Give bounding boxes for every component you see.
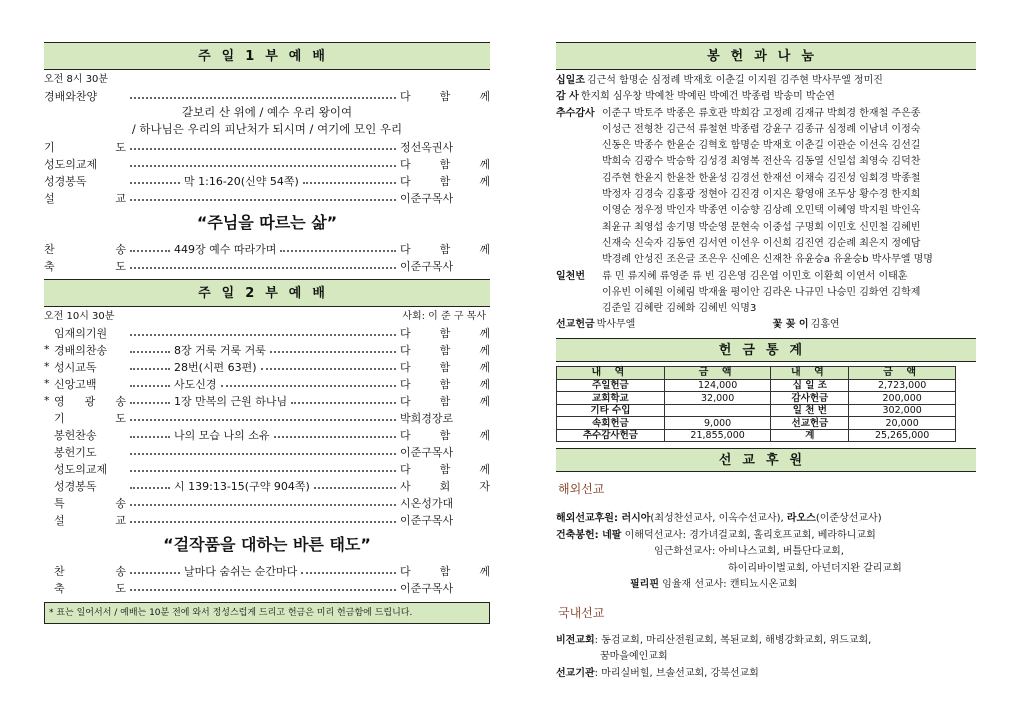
- order-title: 경배의찬송: [54, 343, 108, 357]
- service2-title: 주일2부예배: [44, 279, 490, 307]
- harvest-line: 최윤규 최영섭 송기명 박순영 문현숙 이중섭 구명회 이민호 신민철 김혜빈: [602, 221, 921, 233]
- overseas-head: 해외선교: [558, 482, 605, 497]
- stats-row: [557, 417, 956, 430]
- stats-cell: 302,000: [849, 404, 956, 417]
- domestic-list: [556, 633, 976, 683]
- order-person: 이준구목사: [400, 445, 454, 459]
- stats-cell: 32,000: [664, 392, 771, 405]
- domestic-line: [556, 649, 976, 666]
- order2-hymn: 찬 송 날마다 숨쉬는 순간마다 다 함 께: [54, 564, 490, 578]
- harvest-line: 이준구 박토주 박종은 류호관 박희감 고정례 김재규 박희경 한재철 주은종: [602, 107, 921, 119]
- order-title: 임재의기원: [54, 326, 108, 340]
- order-title: 설 교: [54, 513, 126, 527]
- order-person: 박희경장로: [400, 411, 454, 425]
- order-title: 성경봉독: [54, 479, 97, 493]
- order-prayer: 기 도 정선옥권사: [44, 140, 454, 154]
- order-title: 신앙고백: [54, 377, 97, 391]
- order-mark: *: [44, 343, 50, 356]
- stats-cell: 21,855,000: [664, 429, 771, 442]
- mission-text: (최성찬선교사, 이옥수선교사),: [650, 513, 787, 525]
- mission-label: 라오스: [786, 513, 816, 525]
- mission-label: 필리핀: [630, 579, 659, 591]
- order-person: 다 함 께: [400, 360, 490, 374]
- order-detail: 나의 모습 나의 소유: [174, 428, 270, 442]
- order-title: 봉헌찬송: [54, 428, 97, 442]
- mission-text: 하이리바이벌교회, 아넌더지완 갈리교회: [728, 562, 902, 574]
- stats-cell: 감사헌금: [771, 392, 849, 405]
- harvest-line: 신재숙 신숙자 김동연 김서연 이선우 이신희 김진연 김순례 최은지 정예담: [602, 237, 921, 249]
- mission-label: 해외선교후원: 러시아: [556, 513, 651, 525]
- stats-cell: 주일헌금: [557, 379, 665, 392]
- order-person: 다 함 께: [400, 462, 490, 476]
- order2-item: [44, 392, 490, 409]
- order-person: 시온성가대: [400, 496, 454, 510]
- missions-title: 선교후원: [556, 448, 976, 472]
- harvest-line: 신동은 박종수 한윤순 김혁호 함명순 박재호 이춘길 이관순 이선옥 김선길: [602, 140, 921, 152]
- stats-row: [557, 379, 956, 392]
- order-person: 다 함 께: [400, 428, 490, 442]
- stats-cell: 선교헌금: [771, 417, 849, 430]
- stats-row: [557, 392, 956, 405]
- stats-cell: 추수감사헌금: [557, 429, 665, 442]
- moderator: 사회: 이 준 구 목사: [402, 311, 486, 322]
- mission-text: 임근화선교사: 아비나스교회, 버틀단다교회,: [654, 546, 844, 558]
- order-mark: *: [44, 394, 50, 407]
- order-detail: 시 139:13-15(구약 904쪽): [174, 479, 310, 493]
- mission-text: : 동검교회, 마리산전원교회, 복된교회, 해병강화교회, 위드교회,: [594, 634, 872, 646]
- order-mark: *: [44, 377, 50, 390]
- stats-cell: 2,723,000: [849, 379, 956, 392]
- mission-text: (이준상선교사): [815, 513, 882, 525]
- offering-title: 봉헌과나눔: [556, 42, 976, 70]
- order2-item: [44, 409, 490, 426]
- weekly-line: 김준일 김혜란 김혜화 김혜빈 익명3: [602, 303, 757, 315]
- left-column: [44, 42, 490, 624]
- mission-text: : 마리실버힐, 브솔선교회, 강북선교회: [594, 667, 759, 679]
- stats-cell: 교회학교: [557, 392, 665, 405]
- order-benediction: 축 도 이준구목사: [44, 259, 454, 273]
- stats-row: [557, 429, 956, 442]
- overseas-list: [556, 511, 976, 594]
- overseas-line: [556, 528, 976, 545]
- stats-header: 내 역: [557, 366, 665, 379]
- stats-cell: [664, 404, 771, 417]
- service1-title: 주일1부예배: [44, 42, 490, 70]
- footer-note: * 표는 일어서서 / 예배는 10분 전에 와서 정성스럽게 드리고 헌금은 미리 헌금함에 드립니다.: [44, 602, 490, 624]
- order2-item: [44, 358, 490, 375]
- stats-cell: 속회헌금: [557, 417, 665, 430]
- order-person: 다 함 께: [400, 377, 490, 391]
- overseas-line: [556, 577, 976, 594]
- sermon-title-2: “걸작품을 대하는 바른 태도”: [163, 535, 371, 554]
- lyric-line-1: 갈보리 산 위에 / 예수 우리 왕이여: [181, 105, 353, 119]
- offering-stats-table: [556, 366, 956, 443]
- stats-cell: 일 천 번: [771, 404, 849, 417]
- order-fellowship: 성도의교제 다 함 께: [44, 157, 490, 171]
- stats-header: 내 역: [771, 366, 849, 379]
- domestic-line: [556, 666, 976, 683]
- mission-text: 꿈마을예인교회: [600, 651, 668, 663]
- mission-flower-row: 선교헌금 박사무엘 꽃 꽂 이 김홍연: [556, 319, 840, 331]
- mission-label: 비전교회: [556, 634, 595, 646]
- overseas-line: [556, 561, 976, 578]
- mission-text: 이해덕선교사: 경가녀걸교회, 홀리호프교회, 베라하니교회: [621, 529, 876, 541]
- stats-header: 금 액: [849, 366, 956, 379]
- stats-cell: 계: [771, 429, 849, 442]
- order-title: 성도의교제: [54, 462, 108, 476]
- harvest-line: 박경례 안성진 조은글 조은우 신예은 신재찬 유윤승a 유윤승b 박사무엘 명명: [602, 254, 933, 266]
- order-person: 다 함 께: [400, 326, 490, 340]
- weekly-line: 이유빈 이혜원 이혜림 박재율 평이안 김라온 나규민 나승민 김화연 김학제: [602, 286, 921, 298]
- harvest-line: 이영순 정우정 박인자 박종연 이승향 김상례 오민택 이혜영 박지원 박인옥: [602, 205, 921, 217]
- order-detail: 사도신경: [174, 377, 217, 391]
- sermon-title-1: “주님을 따르는 삶”: [196, 213, 338, 232]
- order-title: 기 도: [54, 411, 126, 425]
- order-detail: 28번(시편 63편): [174, 360, 257, 374]
- stats-cell: 9,000: [664, 417, 771, 430]
- stats-row: [557, 404, 956, 417]
- order-person: 다 함 께: [400, 394, 490, 408]
- mission-label: 건축봉헌: 네팔: [556, 529, 622, 541]
- order-detail: 8장 거룩 거룩 거룩: [174, 343, 266, 357]
- stats-cell: 기타 수입: [557, 404, 665, 417]
- order-person: 이준구목사: [400, 513, 454, 527]
- harvest-line: 박정자 김경숙 김홍광 정현아 김진경 이지은 황영애 조두상 황수경 한지희: [602, 189, 921, 201]
- service2-order-list: [44, 324, 490, 528]
- tithe-row: 십일조 김근석 함명순 심정례 박재호 이춘길 이지원 김주현 박사무엘 정미진: [556, 75, 883, 86]
- overseas-line: [556, 511, 976, 528]
- domestic-head: 국내선교: [558, 605, 605, 620]
- order2-item: [44, 324, 490, 341]
- order-title: 특 송: [54, 496, 126, 510]
- lyric-line-2: / 하나님은 우리의 피난처가 되시며 / 여기에 모인 우리: [131, 122, 403, 136]
- order-title: 봉헌기도: [54, 445, 97, 459]
- thanks-row: 감 사 한지희 심우창 박예찬 박예린 박예건 박종렵 박송미 박순연: [556, 91, 835, 103]
- order-hymn: 찬 송 449장 예수 따라가며 다 함 께: [44, 242, 490, 256]
- order2-item: [44, 426, 490, 443]
- order2-item: [44, 494, 490, 511]
- harvest-line: 김주현 한윤지 한윤찬 한윤성 김경선 한재선 이채숙 김진성 임회경 박종철: [602, 172, 921, 184]
- stats-cell: 25,265,000: [849, 429, 956, 442]
- weekly-row: 일천번 류 민 류지혜 류영준 류 빈 김은영 김은엽 이민호 이환희 이연서 이태훈 이유빈 이혜원 이혜림 박재율 평이안 김라온 나규민 나승민 김화연 김학제 김준일 김혜란 김혜화 김혜빈 익명3: [556, 269, 976, 318]
- stats-cell: 십 일 조: [771, 379, 849, 392]
- order-sermon: 설 교 이준구목사: [44, 191, 454, 205]
- right-column: [556, 42, 976, 682]
- service2-time: 오전 10시 30분 사회: 이 준 구 목사: [44, 311, 486, 322]
- order2-item: [44, 511, 490, 528]
- overseas-line: [556, 544, 976, 561]
- mission-text: 임율재 선교사: 캔티뇨시온교회: [658, 579, 798, 591]
- order-scripture: 성경봉독 막 1:16-20(신약 54쪽) 다 함 께: [44, 174, 490, 188]
- stats-header: 금 액: [664, 366, 771, 379]
- order-detail: 1장 만복의 근원 하나님: [174, 394, 288, 408]
- order-mark: *: [44, 360, 50, 373]
- harvest-line: 이성근 전형찬 김근석 류철현 박종렵 강윤구 김종규 심정례 이남녀 이정숙: [602, 123, 921, 135]
- service1-time: 오전 8시 30분: [44, 74, 109, 85]
- order-person: 사 회 자: [400, 479, 490, 493]
- stats-title: 헌금통계: [556, 338, 976, 362]
- order2-item: [44, 460, 490, 477]
- order2-item: [44, 375, 490, 392]
- harvest-line: 박희숙 김광수 박승학 김성경 최영복 전산옥 김동열 신일섭 최영숙 김덕찬: [602, 156, 921, 168]
- order-title: 성시교독: [54, 360, 97, 374]
- harvest-row: 추수감사 이준구 박토주 박종은 류호관 박희감 고정례 김재규 박희경 한재철 주은종 이성근 전형찬 김근석 류철현 박종렵 강윤구 김종규 심정례 이남녀 이정숙 신동은 박종수 한윤순 김혁호 함명순 박재호 이춘길 이관순 이선옥 김선길 박희숙 김광수 박승학 김성경 최영복 전산옥 김동열 신일섭 최영숙 김덕찬 김주현 한윤지 한윤찬 한윤성 김경선 한재선 이채숙 김진성 임회경 박종철 박정자 김경숙 김홍광 정현아 김진경 이지은 황영애 조두상 황수경 한지희 이영순 정우정 박인자 박종연 이승향 김상례 오민택 이혜영 박지원 박인옥 최윤규 최영섭 송기명 박순영 문현숙 이중섭 구명회 이민호 신민철 김혜빈 신재숙 신숙자 김동연 김서연 이선우 이신희 김진연 김순례 최은지 정예담 박경례 안성진 조은글 조은우 신예은 신재찬 유윤승a 유윤승b 박사무엘 명명: [556, 106, 976, 269]
- order2-item: [44, 341, 490, 358]
- domestic-line: [556, 633, 976, 650]
- stats-cell: 200,000: [849, 392, 956, 405]
- order-call-to-worship: 경배와찬양 다 함 께: [44, 89, 490, 103]
- order2-benediction: 축 도 이준구목사: [54, 581, 454, 595]
- order-title: 영 광 송: [54, 394, 126, 408]
- order2-item: [44, 443, 490, 460]
- mission-label: 선교기관: [556, 667, 595, 679]
- order-person: 다 함 께: [400, 343, 490, 357]
- order2-item: [44, 477, 490, 494]
- stats-cell: 20,000: [849, 417, 956, 430]
- stats-cell: 124,000: [664, 379, 771, 392]
- weekly-line: 류 민 류지혜 류영준 류 빈 김은영 김은엽 이민호 이환희 이연서 이태훈: [602, 270, 908, 282]
